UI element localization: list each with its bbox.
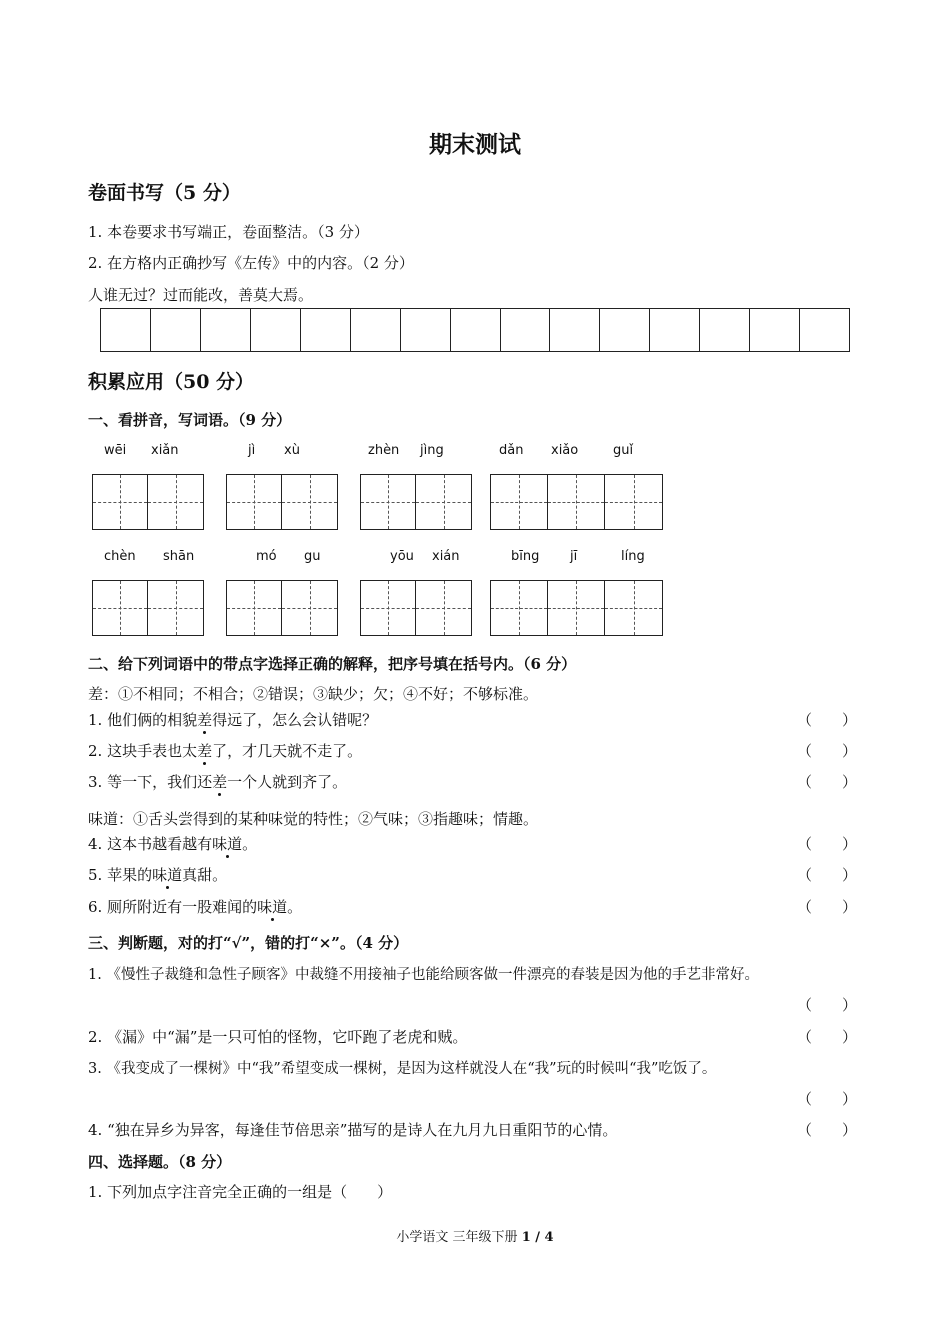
tianzige-box[interactable] — [360, 474, 472, 530]
tianzige-box[interactable] — [490, 580, 663, 636]
writing-cell[interactable] — [201, 309, 251, 351]
definition-line: 差：①不相同；不相合；②错误；③缺少；欠；④不好；不够标准。 — [88, 685, 539, 703]
writing-cell[interactable] — [401, 309, 451, 351]
tianzige-box[interactable] — [226, 580, 338, 636]
dotted-char: 味道 — [152, 866, 183, 884]
writing-cell[interactable] — [301, 309, 351, 351]
dotted-char: 差 — [197, 742, 213, 760]
part-heading-judgement: 三、判断题，对的打“√”，错的打“×”。（4 分） — [88, 934, 409, 952]
question-line: 5. 苹果的味道真甜。 — [88, 866, 228, 884]
answer-paren[interactable]: （ ） — [797, 835, 858, 853]
pinyin: mó — [256, 549, 277, 564]
question-line: 1. 下列加点字注音完全正确的一组是（ ） — [88, 1183, 393, 1201]
pinyin: jìng — [420, 443, 444, 458]
question-line: 6. 厕所附近有一股难闻的味道。 — [88, 898, 303, 916]
question-line: 3. 《我变成了一棵树》中“我”希望变成一棵树，是因为这样就没人在“我”玩的时候叫“我”吃饭了。 — [88, 1061, 717, 1077]
pinyin: zhèn — [368, 443, 400, 458]
answer-paren[interactable]: （ ） — [797, 1121, 858, 1139]
question-line: 2. 《漏》中“漏”是一只可怕的怪物，它吓跑了老虎和贼。 — [88, 1028, 468, 1046]
dotted-char: 味道 — [212, 835, 243, 853]
writing-cell[interactable] — [750, 309, 800, 351]
answer-paren[interactable]: （ ） — [797, 866, 858, 884]
pinyin: gu — [304, 549, 321, 564]
answer-paren[interactable]: （ ） — [797, 996, 858, 1014]
dotted-char: 差 — [197, 711, 213, 729]
writing-cell[interactable] — [101, 309, 151, 351]
writing-cell[interactable] — [151, 309, 201, 351]
question-line: 1. 《慢性子裁缝和急性子顾客》中裁缝不用接袖子也能给顾客做一件漂亮的春装是因为他的手艺非常好。 — [88, 967, 759, 983]
part-heading-choice: 四、选择题。（8 分） — [88, 1153, 232, 1171]
writing-cell[interactable] — [800, 309, 849, 351]
writing-cell[interactable] — [351, 309, 401, 351]
dotted-char: 差 — [212, 773, 228, 791]
question-line: 2. 在方格内正确抄写《左传》中的内容。（2 分） — [88, 254, 414, 272]
page-footer: 小学语文 三年级下册 1 / 4 — [396, 1230, 554, 1245]
writing-cell[interactable] — [501, 309, 551, 351]
pinyin: xù — [284, 443, 300, 458]
pinyin: jī — [570, 549, 578, 564]
pinyin: xiǎo — [551, 443, 579, 458]
pinyin: xiǎn — [151, 443, 179, 458]
part-heading-pinyin: 一、看拼音，写词语。（9 分） — [88, 411, 292, 429]
part-heading-definitions: 二、给下列词语中的带点字选择正确的解释，把序号填在括号内。（6 分） — [88, 655, 577, 673]
quote-line: 人谁无过？过而能改，善莫大焉。 — [88, 286, 314, 304]
pinyin: wēi — [104, 443, 127, 458]
answer-paren[interactable]: （ ） — [797, 742, 858, 760]
page-number: 1 / 4 — [521, 1230, 554, 1245]
pinyin: jì — [248, 443, 256, 458]
writing-cell[interactable] — [700, 309, 750, 351]
question-line: 2. 这块手表也太差了，才几天就不走了。 — [88, 742, 363, 760]
writing-cell[interactable] — [251, 309, 301, 351]
tianzige-box[interactable] — [92, 580, 204, 636]
question-line: 1. 本卷要求书写端正，卷面整洁。（3 分） — [88, 223, 369, 241]
writing-cell[interactable] — [650, 309, 700, 351]
question-line: 3. 等一下，我们还差一个人就到齐了。 — [88, 773, 348, 791]
pinyin: yōu — [390, 549, 414, 564]
tianzige-box[interactable] — [490, 474, 663, 530]
page-title: 期末测试 — [429, 131, 521, 158]
pinyin: xián — [432, 549, 460, 564]
writing-cell[interactable] — [550, 309, 600, 351]
tianzige-box[interactable] — [226, 474, 338, 530]
pinyin: guǐ — [613, 443, 634, 458]
answer-paren[interactable]: （ ） — [797, 773, 858, 791]
pinyin: chèn — [104, 549, 136, 564]
pinyin: shān — [163, 549, 195, 564]
answer-paren[interactable]: （ ） — [797, 1028, 858, 1046]
definition-line: 味道：①舌头尝得到的某种味觉的特性；②气味；③指趣味；情趣。 — [88, 810, 539, 828]
pinyin: dǎn — [499, 443, 524, 458]
section-heading-application: 积累应用（50 分） — [88, 371, 255, 393]
question-line: 1. 他们俩的相貌差得远了，怎么会认错呢？ — [88, 711, 378, 729]
question-line: 4. “独在异乡为异客，每逢佳节倍思亲”描写的是诗人在九月九日重阳节的心情。 — [88, 1121, 618, 1139]
question-line: 4. 这本书越看越有味道。 — [88, 835, 258, 853]
pinyin: líng — [621, 549, 645, 564]
copy-writing-grid[interactable] — [100, 308, 850, 352]
pinyin: bīng — [511, 549, 540, 564]
tianzige-box[interactable] — [360, 580, 472, 636]
answer-paren[interactable]: （ ） — [797, 898, 858, 916]
tianzige-box[interactable] — [92, 474, 204, 530]
section-heading-writing: 卷面书写（5 分） — [88, 182, 241, 204]
writing-cell[interactable] — [451, 309, 501, 351]
writing-cell[interactable] — [600, 309, 650, 351]
answer-paren[interactable]: （ ） — [797, 711, 858, 729]
answer-paren[interactable]: （ ） — [797, 1090, 858, 1108]
dotted-char: 味道 — [257, 898, 288, 916]
